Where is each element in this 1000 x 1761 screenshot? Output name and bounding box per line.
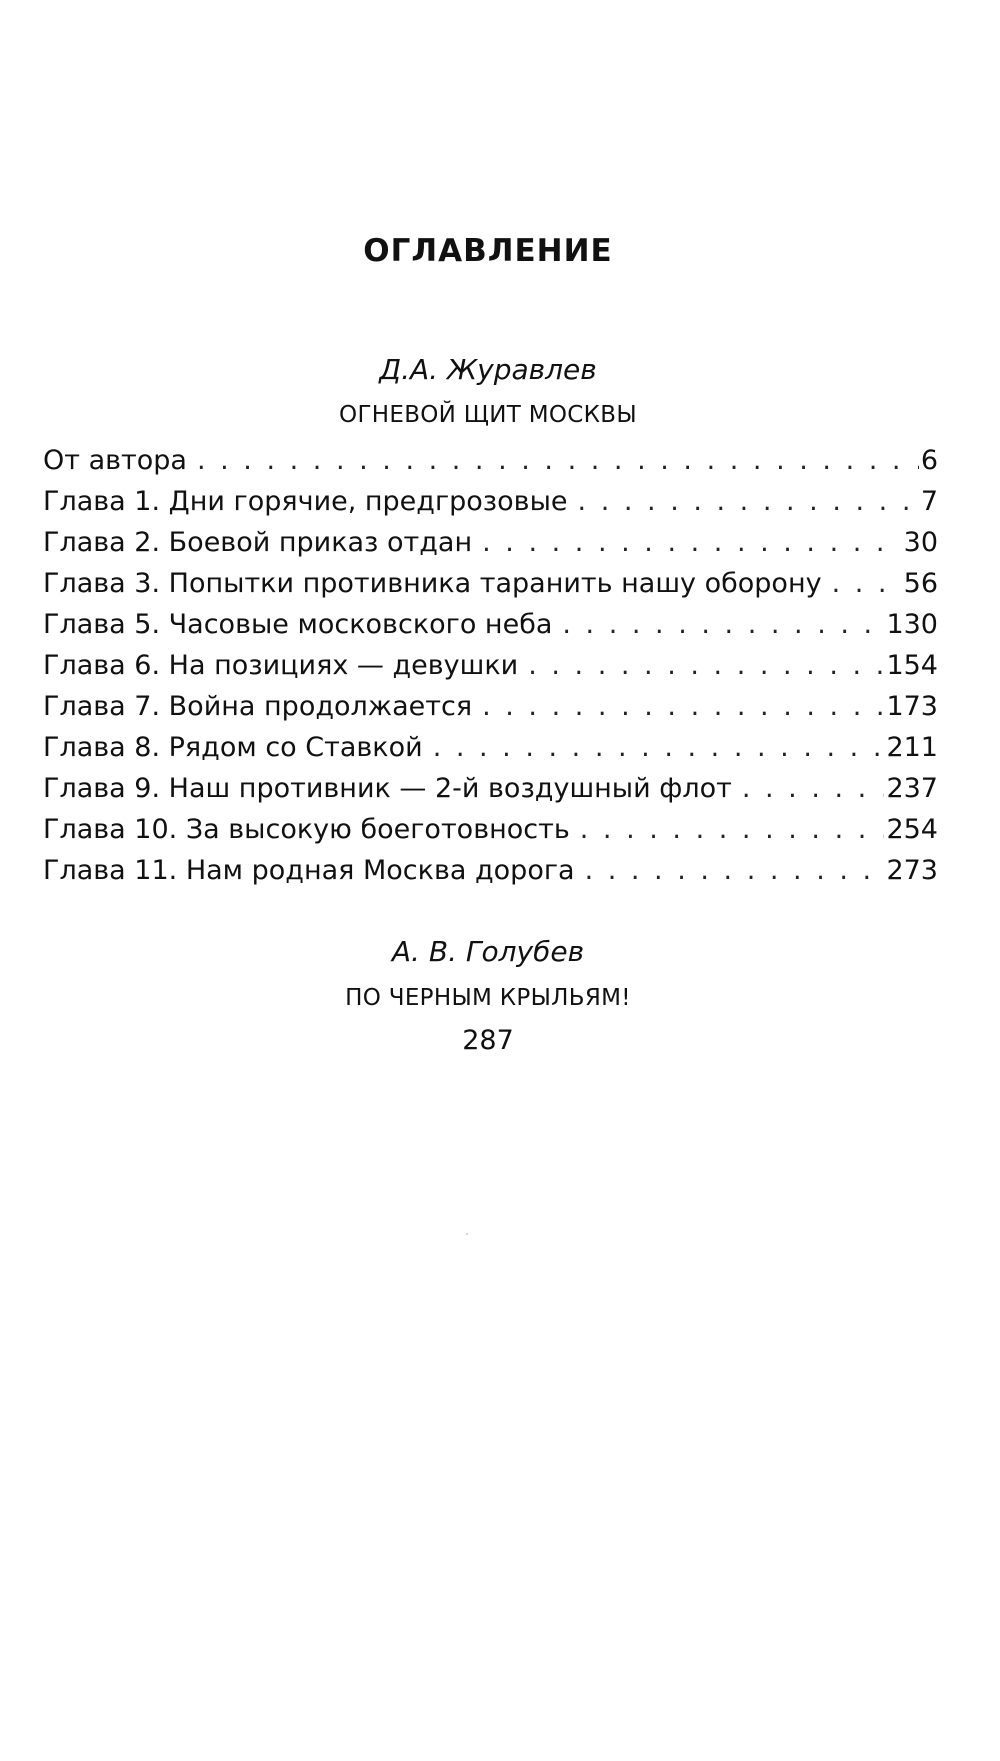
toc-entry-page: 237 <box>886 773 938 804</box>
toc-entry <box>43 850 938 891</box>
toc-entry-label: Глава 10. За высокую боеготовность <box>43 814 570 845</box>
toc-entry-label: Глава 8. Рядом со Ставкой <box>43 732 423 763</box>
toc-entry-label: Глава 11. Нам родная Москва дорога <box>43 855 575 886</box>
dot-leader <box>482 522 902 563</box>
toc-entry-page: 273 <box>886 855 938 886</box>
toc-entry-page: 130 <box>886 609 938 640</box>
toc-entry-page: 173 <box>886 691 938 722</box>
section1-author: Д.А. Журавлев <box>379 353 597 386</box>
dot-leader <box>482 686 884 727</box>
toc-entry-label: Глава 2. Боевой приказ отдан <box>43 527 473 558</box>
dot-leader <box>742 768 885 809</box>
paper-speck <box>466 1233 468 1235</box>
toc-entry-page: 7 <box>920 486 938 517</box>
dot-leader <box>433 727 885 768</box>
toc-entry-label: Глава 5. Часовые московского неба <box>43 609 553 640</box>
toc-entry <box>43 522 938 563</box>
toc-entry <box>43 686 938 727</box>
toc-entry-page: 6 <box>920 445 938 476</box>
toc-entry-page: 154 <box>886 650 938 681</box>
dot-leader <box>562 604 884 645</box>
toc-entry <box>43 604 938 645</box>
toc-list <box>43 440 938 891</box>
toc-entry <box>43 645 938 686</box>
toc-entry-label: Глава 7. Война продолжается <box>43 691 473 722</box>
section1-title: ОГНЕВОЙ ЩИТ МОСКВЫ <box>339 402 637 428</box>
toc-entry-label: От автора <box>43 445 187 476</box>
toc-entry-label: Глава 9. Наш противник — 2-й воздушный флот <box>43 773 732 804</box>
toc-entry <box>43 727 938 768</box>
toc-entry-page: 30 <box>903 527 938 558</box>
toc-entry <box>43 481 938 522</box>
section2-author: А. В. Голубев <box>391 935 585 968</box>
dot-leader <box>580 809 885 850</box>
toc-entry-label: Глава 3. Попытки противника таранить нашу оборону <box>43 568 822 599</box>
toc-entry <box>43 563 938 604</box>
toc-entry-label: Глава 1. Дни горячие, предгрозовые <box>43 486 568 517</box>
toc-entry <box>43 809 938 850</box>
dot-leader <box>832 563 902 604</box>
section2-title: ПО ЧЕРНЫМ КРЫЛЬЯМ! <box>345 985 631 1011</box>
dot-leader <box>585 850 885 891</box>
section2-page: 287 <box>462 1025 514 1056</box>
dot-leader <box>197 440 919 481</box>
dot-leader <box>528 645 884 686</box>
toc-entry-page: 56 <box>903 568 938 599</box>
toc-entry <box>43 768 938 809</box>
toc-heading: ОГЛАВЛЕНИЕ <box>363 233 613 269</box>
dot-leader <box>578 481 919 522</box>
toc-entry-label: Глава 6. На позициях — девушки <box>43 650 519 681</box>
toc-entry-page: 254 <box>886 814 938 845</box>
toc-entry <box>43 440 938 481</box>
toc-entry-page: 211 <box>886 732 938 763</box>
